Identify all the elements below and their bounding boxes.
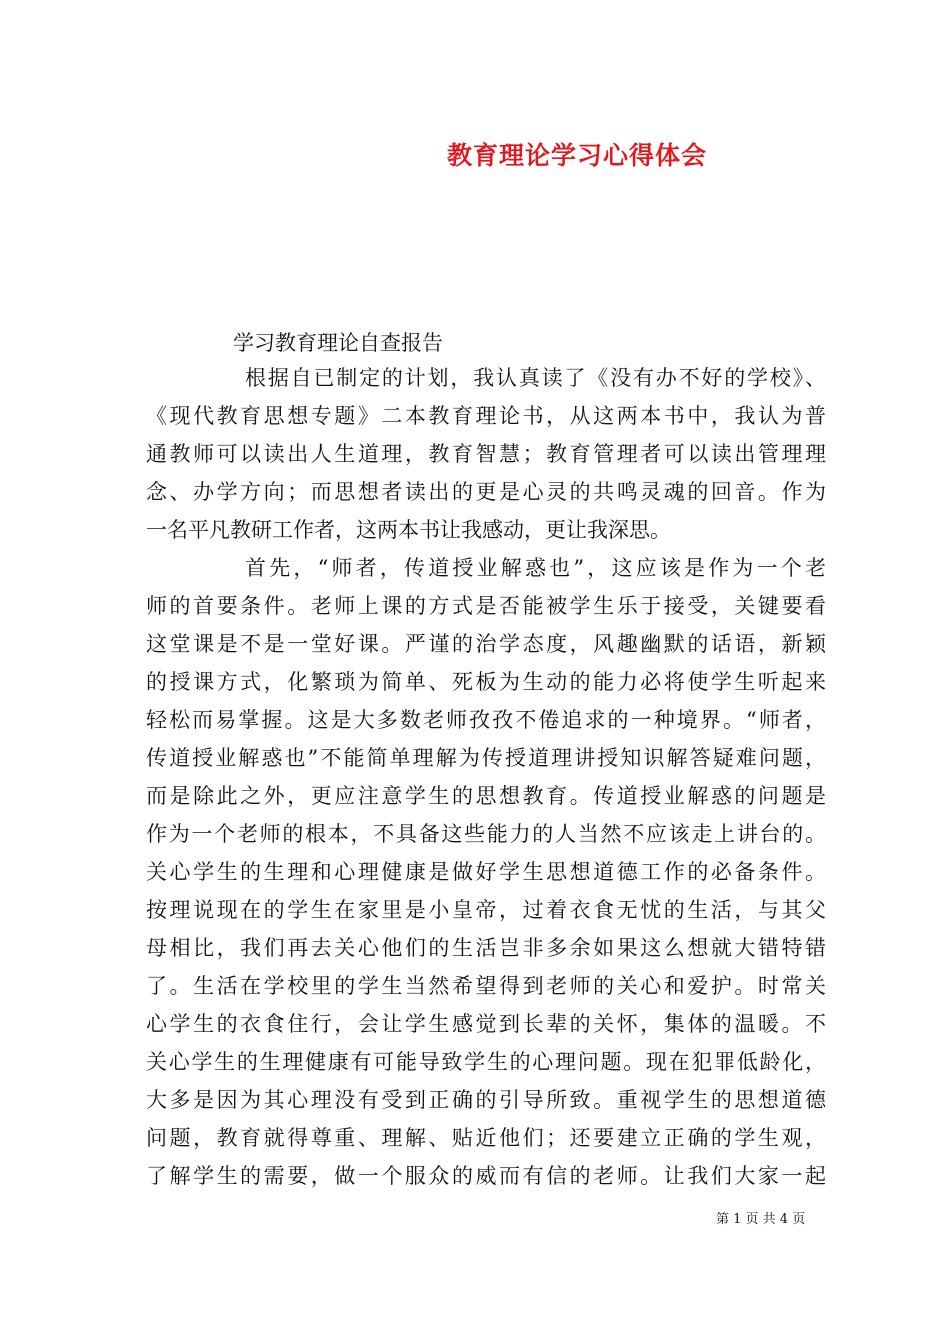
paragraph-2-line-14: 关心学生的生理健康有可能导致学生的心理问题。现在犯罪低龄化， [146,1050,826,1074]
paragraph-1-line-4: 念、办学方向；而思想者读出的更是心灵的共鸣灵魂的回音。作为 [146,480,826,504]
paragraph-2-line-6: 传道授业解惑也”不能简单理解为传授道理讲授知识解答疑难问题， [146,746,826,770]
paragraph-2-line-1: 首先，“师者，传道授业解惑也”，这应该是作为一个老 [245,556,826,580]
paragraph-1-line-2: 《现代教育思想专题》二本教育理论书，从这两本书中，我认为普 [146,404,826,428]
paragraph-2-line-11: 母相比，我们再去关心他们的生活岂非多余如果这么想就大错特错 [146,936,826,960]
document-title: 教育理论学习心得体会 [447,141,708,170]
paragraph-2-line-16: 问题，教育就得尊重、理解、贴近他们；还要建立正确的学生观， [146,1126,826,1150]
paragraph-1-line-1: 根据自已制定的计划，我认真读了《没有办不好的学校》、 [245,366,826,390]
paragraph-2-line-13: 心学生的衣食住行，会让学生感觉到长辈的关怀，集体的温暖。不 [146,1012,826,1036]
page-number-footer: 第 1 页 共 4 页 [716,1212,806,1227]
paragraph-2-line-4: 的授课方式，化繁琐为简单、死板为生动的能力必将使学生听起来 [146,670,826,694]
paragraph-2-line-7: 而是除此之外，更应注意学生的思想教育。传道授业解惑的问题是 [146,784,826,808]
paragraph-1-line-5: 一名平凡教研工作者，这两本书让我感动，更让我深思。 [146,518,671,542]
paragraph-2-line-8: 作为一个老师的根本，不具备这些能力的人当然不应该走上讲台的。 [146,822,826,846]
paragraph-2-line-9: 关心学生的生理和心理健康是做好学生思想道德工作的必备条件。 [146,860,826,884]
paragraph-1-line-3: 通教师可以读出人生道理，教育智慧；教育管理者可以读出管理理 [146,442,826,466]
paragraph-2-line-17: 了解学生的需要，做一个服众的威而有信的老师。让我们大家一起 [146,1164,826,1188]
paragraph-2-line-15: 大多是因为其心理没有受到正确的引导所致。重视学生的思想道德 [146,1088,826,1112]
paragraph-2-line-3: 这堂课是不是一堂好课。严谨的治学态度，风趣幽默的话语，新颖 [146,632,826,656]
paragraph-2-line-5: 轻松而易掌握。这是大多数老师孜孜不倦追求的一种境界。“师者， [146,708,826,732]
paragraph-2-line-2: 师的首要条件。老师上课的方式是否能被学生乐于接受，关键要看 [146,594,826,618]
paragraph-2-line-10: 按理说现在的学生在家里是小皇帝，过着衣食无忧的生活，与其父 [146,898,826,922]
report-heading: 学习教育理论自查报告 [233,331,443,355]
paragraph-2-line-12: 了。生活在学校里的学生当然希望得到老师的关心和爱护。时常关 [146,974,826,998]
